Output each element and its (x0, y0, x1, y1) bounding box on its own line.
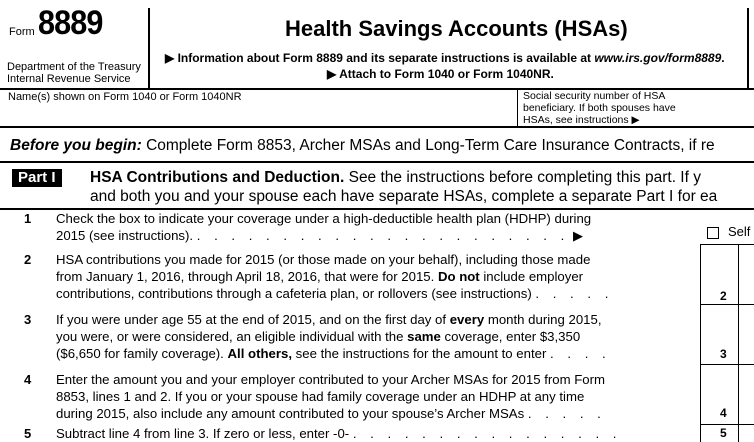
line-2-text: HSA contributions you made for 2015 (or those made on your behalf), including those made from January 1, 2016, through April 18, 2016, that were for 2015. Do not include employer contributions, contributions through a cafeteria plan, or rollovers (see instructions) . . . . . (56, 252, 614, 301)
department-name: Department of the Treasury (7, 61, 141, 73)
self-coverage-checkbox[interactable] (707, 227, 719, 239)
line-1-text: Check the box to indicate your coverage under a high-deductible health plan (HDHP) during 2015 (see instructions). . . . . . . . . . . . . . . . . . . . . . . ▶ (56, 211, 592, 243)
line-3-amount-field[interactable] (740, 305, 754, 364)
part-1-badge: Part I (12, 169, 62, 187)
attach-line: ▶ Attach to Form 1040 or Form 1040NR. (327, 67, 554, 81)
info-line: ▶ Information about Form 8889 and its separate instructions is available at www.irs.gov/form8889. (165, 51, 725, 65)
line-4-text: Enter the amount you and your employer contributed to your Archer MSAs for 2015 from Form 8853, lines 1 and 2. If you or your spouse had family coverage under an HDHP at any time during 2015, also include any amount contributed to your spouse’s Archer MSAs . . . . . (56, 372, 606, 421)
self-coverage-label: Self (728, 224, 751, 239)
names-rule (0, 126, 754, 128)
line-1-number: 1 (24, 211, 32, 226)
line-5-box-label: 5 (720, 426, 727, 440)
line-5-amount-field[interactable] (740, 425, 754, 442)
line-3-number: 3 (24, 312, 32, 327)
amount-column-right (738, 244, 739, 442)
line-5-number: 5 (24, 426, 32, 441)
form-title: Health Savings Accounts (HSAs) (285, 16, 628, 41)
header-divider-right (747, 8, 749, 88)
part-1-title: HSA Contributions and Deduction. See the instructions before completing this part. If y and both you and your spouse each have separate HSAs, complete a separate Part I for ea (90, 169, 718, 205)
line-4-amount-field[interactable] (740, 365, 754, 424)
ssn-field-label: Social security number of HSA beneficiary. If both spouses have HSAs, see instructions ▶ (523, 90, 676, 126)
agency-name: Internal Revenue Service (7, 73, 131, 85)
before-rule (0, 161, 754, 163)
ssn-divider (517, 88, 518, 126)
line-5-text: Subtract line 4 from line 3. If zero or less, enter -0- . . . . . . . . . . . . . . . . (56, 426, 622, 441)
department (7, 61, 141, 85)
line-4-box-label: 4 (720, 406, 727, 420)
line-2-number: 2 (24, 252, 32, 267)
line-2-box-label: 2 (720, 289, 727, 303)
amount-column-left (700, 244, 701, 442)
form-label: Form (9, 26, 35, 38)
line-3-box-label: 3 (720, 347, 727, 361)
line-3-text: If you were under age 55 at the end of 2015, and on the first day of every month during 2015, you were, or were considered, an eligible individual with the same coverage, enter $3,350 ($6,650 for family coverage). All others, see the instructions for the amount to enter . . . . (56, 312, 611, 361)
before-you-begin: Before you begin: Complete Form 8853, Archer MSAs and Long-Term Care Insurance Contracts, if re (10, 137, 715, 154)
irs-url-link[interactable]: www.irs.gov/form8889 (594, 51, 722, 65)
arrow-icon: ▶ (572, 228, 584, 243)
line-2-amount-field[interactable] (740, 245, 754, 304)
names-field-label: Name(s) shown on Form 1040 or Form 1040NR (8, 91, 242, 103)
header-divider-left (148, 8, 150, 88)
form-number: 8889 (38, 4, 103, 42)
line-4-number: 4 (24, 372, 32, 387)
